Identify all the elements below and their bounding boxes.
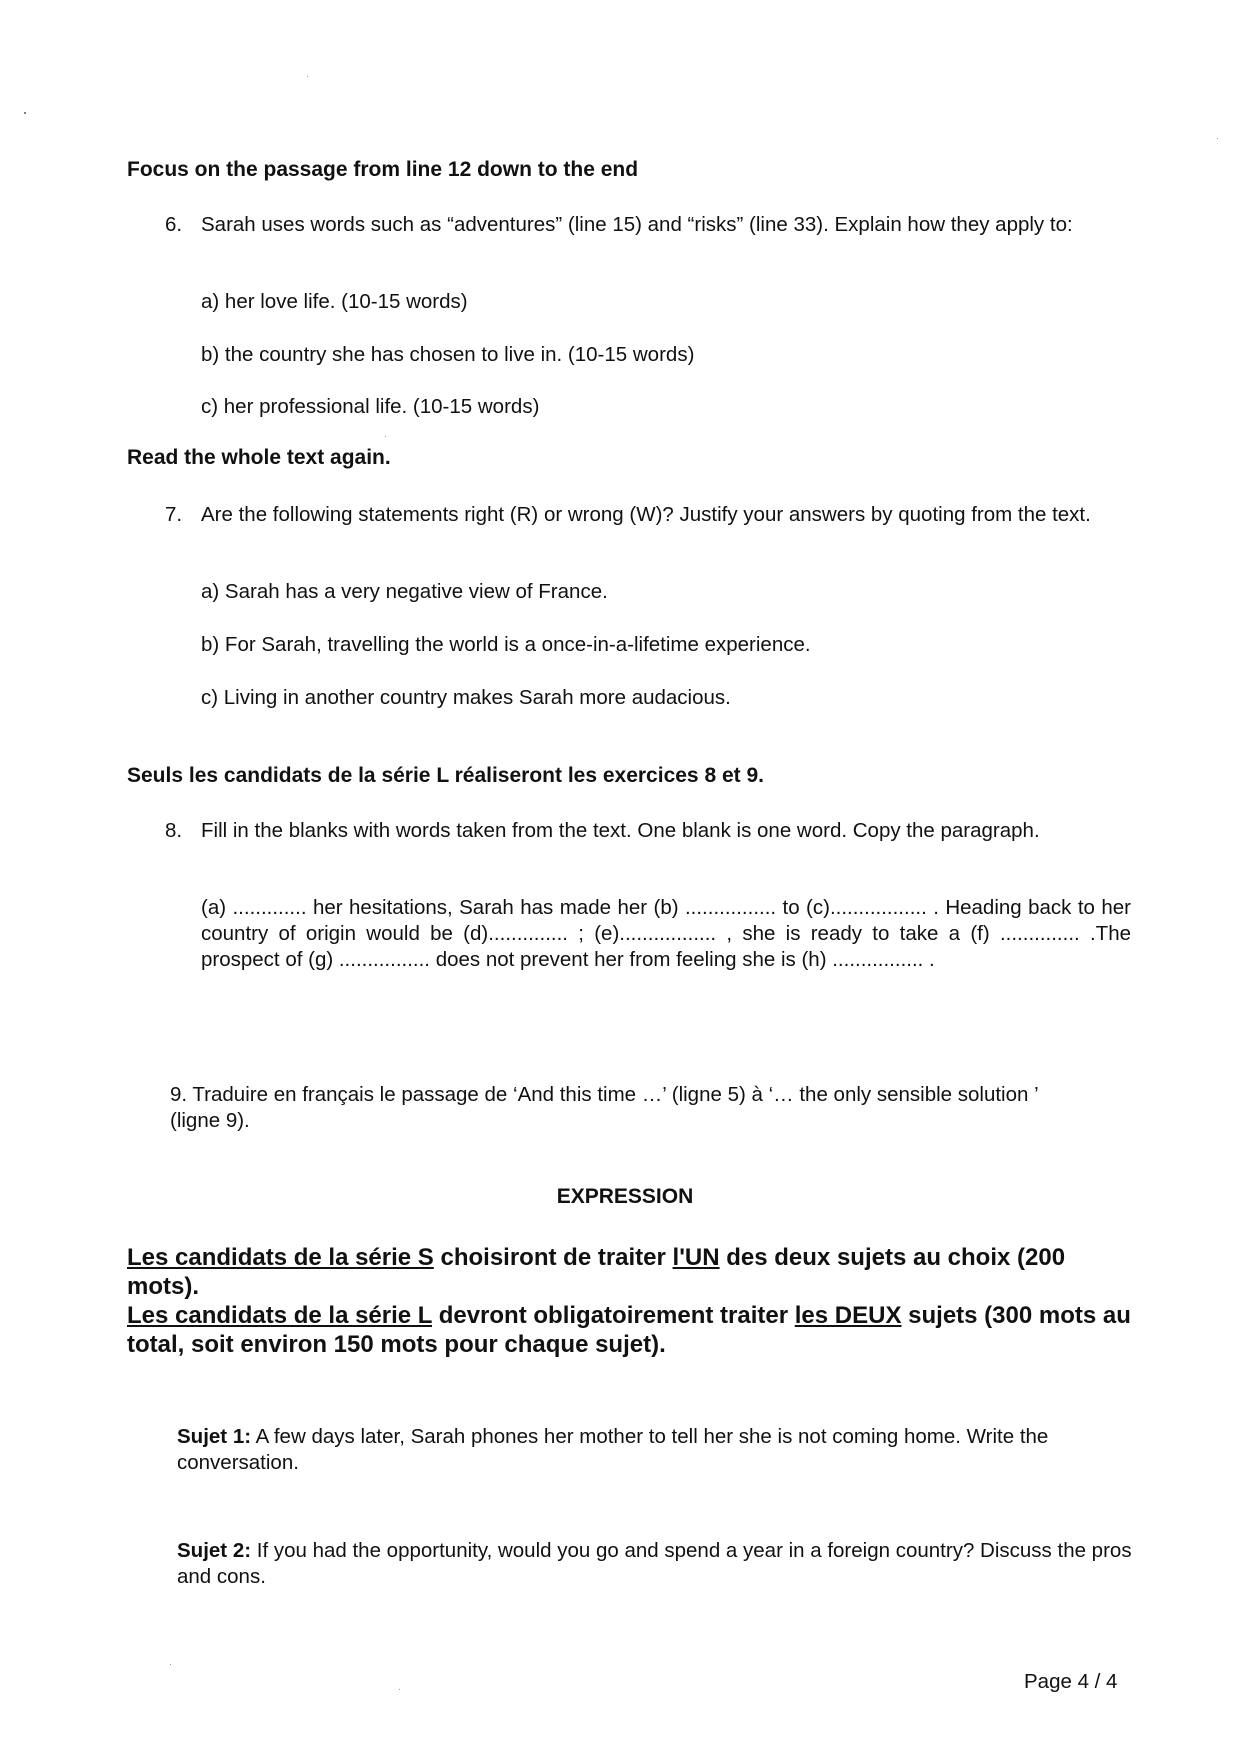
scan-speck bbox=[170, 1664, 171, 1665]
section-heading-serie-l: Seuls les candidats de la série L réaliseront les exercices 8 et 9. bbox=[127, 764, 764, 787]
question-item: c) Living in another country makes Sarah more audacious. bbox=[201, 686, 731, 709]
sujet-2 bbox=[177, 1538, 1137, 1590]
question-text: Are the following statements right (R) or wrong (W)? Justify your answers by quoting from the text. bbox=[201, 503, 1091, 526]
rule-l-underlined-choice: les DEUX bbox=[794, 1302, 902, 1329]
question-text: Sarah uses words such as “adventures” (line 15) and “risks” (line 33). Explain how they apply to: bbox=[201, 213, 1073, 236]
question-item: a) Sarah has a very negative view of France. bbox=[201, 580, 608, 603]
question-item: b) For Sarah, travelling the world is a once-in-a-lifetime experience. bbox=[201, 633, 811, 656]
sujet-1 bbox=[177, 1424, 1137, 1476]
question-number: 8. bbox=[165, 819, 183, 842]
sujet-1-text: A few days later, Sarah phones her mother to tell her she is not coming home. Write the conversation. bbox=[177, 1425, 1049, 1474]
page-number: Page 4 / 4 bbox=[1024, 1670, 1118, 1693]
rule-s-underlined-group: Les candidats de la série S bbox=[127, 1244, 434, 1271]
question-number: 6. bbox=[165, 213, 183, 236]
fill-in-paragraph: (a) ............. her hesitations, Sarah has made her (b) ................ to (c)................. . Heading back to her country of origin would be (d).............. ; (e)................. , she is ready to take a (f) .............. .The prospect of (g) ................ does not prevent her from feeling she is (h) ................ . bbox=[201, 896, 1131, 971]
section-heading-focus: Focus on the passage from line 12 down to the end bbox=[127, 158, 639, 181]
question-text: Fill in the blanks with words taken from the text. One blank is one word. Copy the paragraph. bbox=[201, 819, 1040, 842]
sujet-2-label: Sujet 2: bbox=[177, 1539, 252, 1562]
rule-l-underlined-group: Les candidats de la série L bbox=[127, 1302, 433, 1329]
rule-s-text: choisiront de traiter bbox=[433, 1244, 673, 1271]
scan-speck bbox=[385, 436, 386, 437]
rule-serie-l bbox=[127, 1301, 1137, 1359]
question-item: b) the country she has chosen to live in. (10-15 words) bbox=[201, 343, 695, 366]
scan-speck bbox=[1217, 138, 1218, 139]
question-item: a) her love life. (10-15 words) bbox=[201, 290, 468, 313]
rule-s-underlined-choice: l'UN bbox=[672, 1244, 720, 1271]
scan-speck bbox=[24, 112, 26, 114]
rule-serie-s bbox=[127, 1243, 1137, 1301]
sujet-2-text: If you had the opportunity, would you go and spend a year in a foreign country? Discuss the pros and cons. bbox=[177, 1539, 1132, 1588]
rule-l-text-end: sujets (300 mots au total, soit environ 150 mots pour chaque sujet). bbox=[127, 1302, 1131, 1358]
question-9: 9. Traduire en français le passage de ‘And this time …’ (ligne 5) à ‘… the only sensible solution ’ (ligne 9). bbox=[170, 1083, 1038, 1132]
scan-speck bbox=[399, 1689, 400, 1690]
section-heading-whole-text: Read the whole text again. bbox=[127, 446, 391, 469]
rule-l-text: devront obligatoirement traiter bbox=[432, 1302, 795, 1329]
sujet-1-label: Sujet 1: bbox=[177, 1425, 252, 1448]
expression-title: EXPRESSION bbox=[556, 1185, 694, 1208]
question-number: 7. bbox=[165, 503, 183, 526]
rule-s-text-end: des deux sujets au choix (200 mots). bbox=[127, 1244, 1066, 1300]
question-item: c) her professional life. (10-15 words) bbox=[201, 395, 540, 418]
scan-speck bbox=[307, 76, 308, 77]
